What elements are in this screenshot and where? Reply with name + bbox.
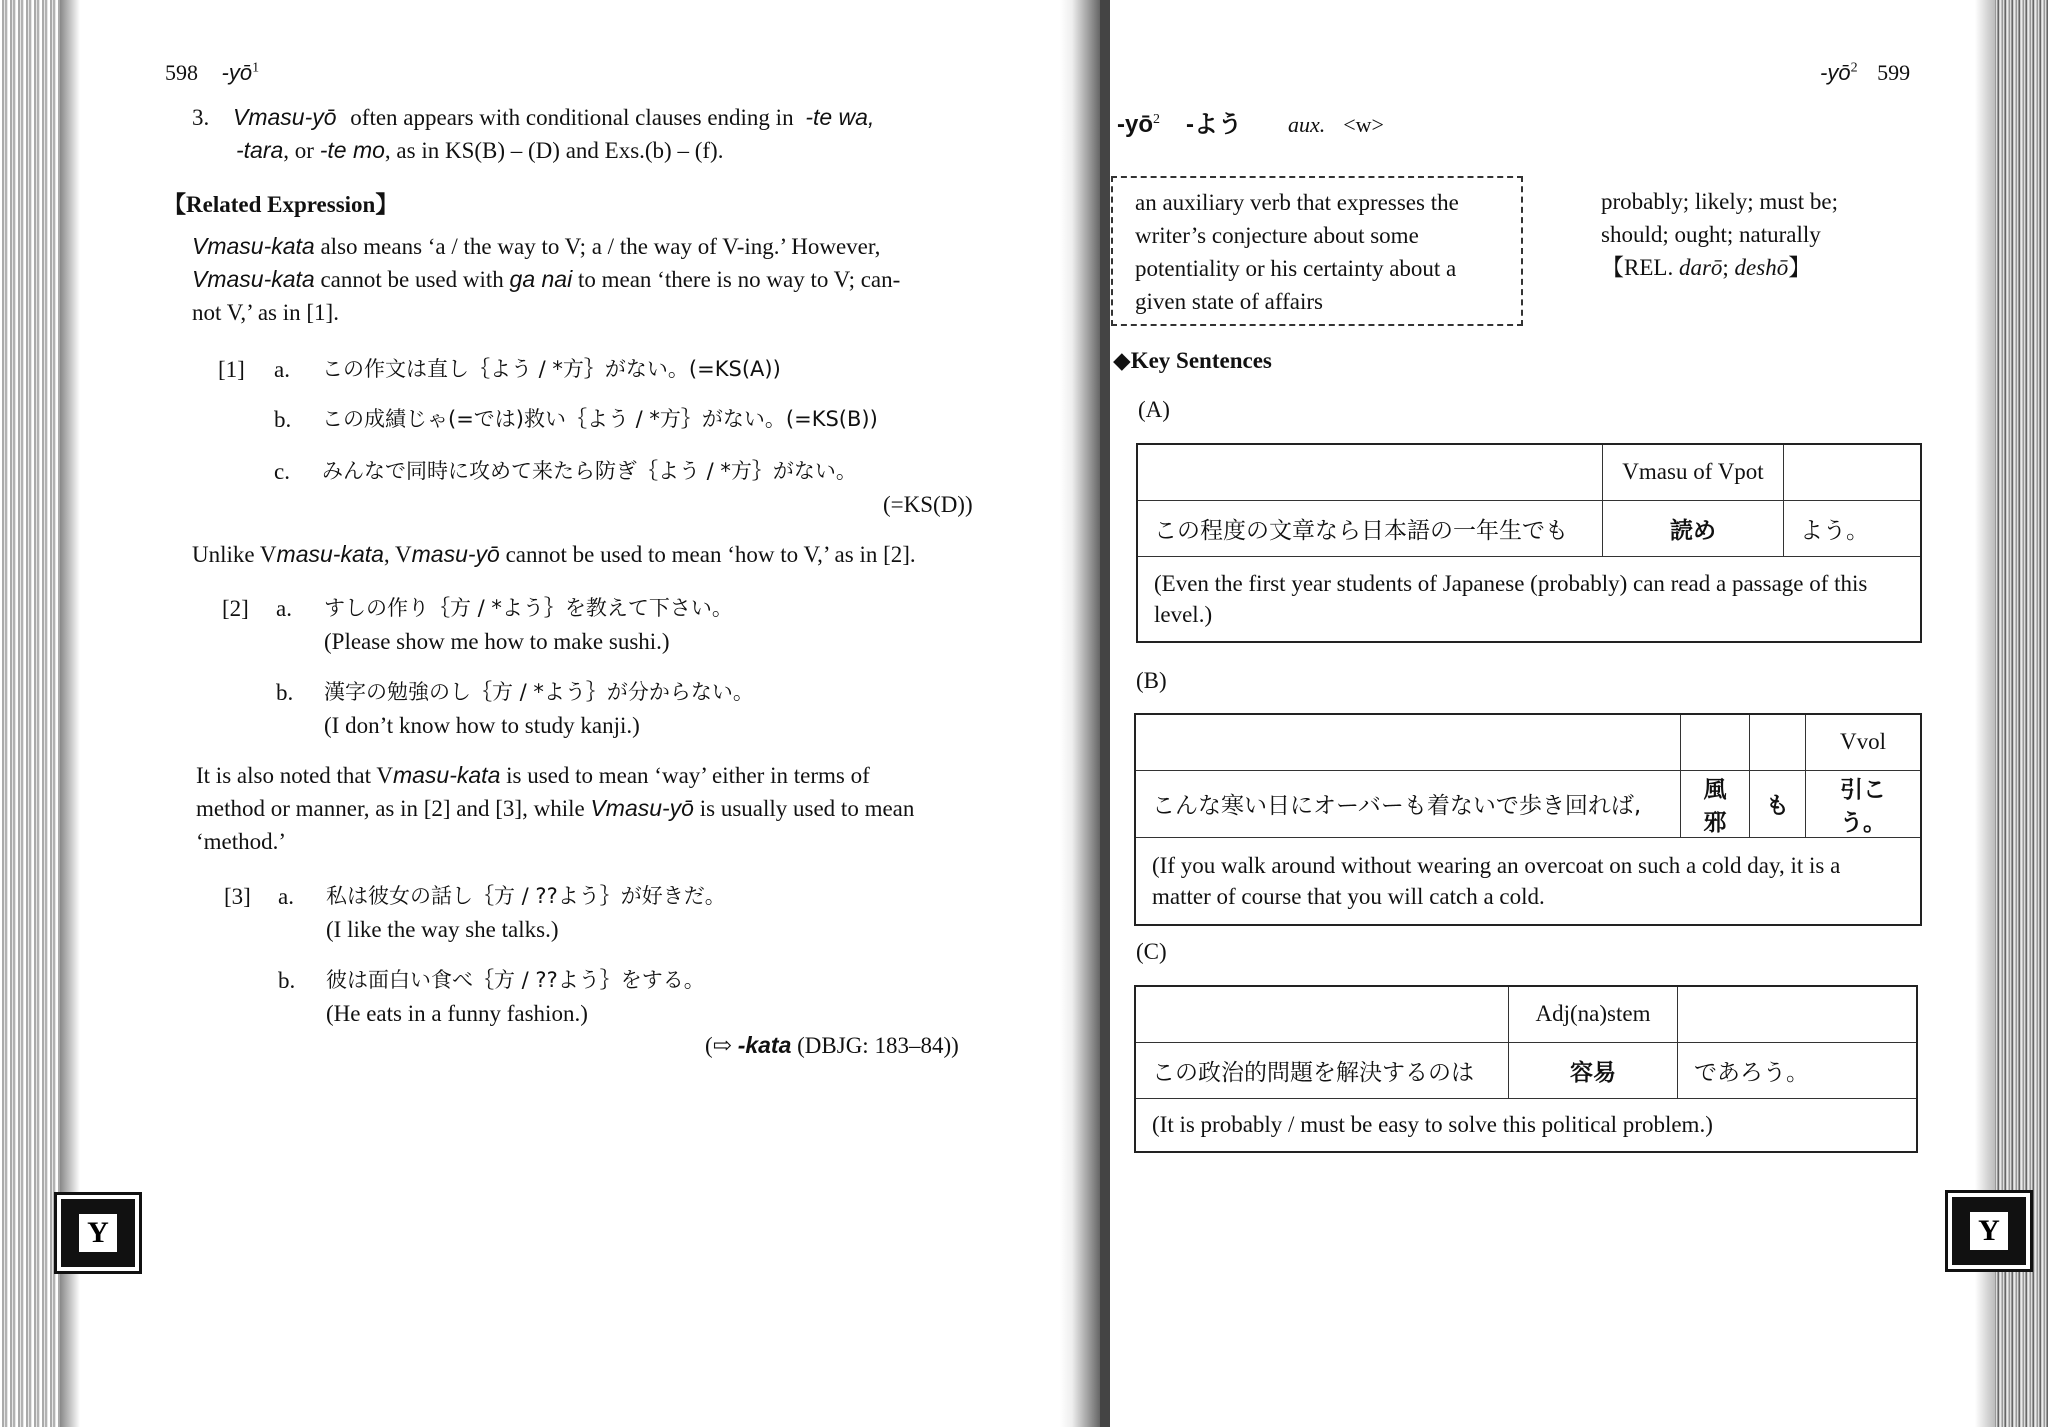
related-para-line1: [192, 230, 880, 263]
note-number: 3.: [192, 105, 210, 130]
ks-c-head: Adj(na)stem: [1509, 986, 1678, 1042]
key-sentences-heading: ◆Key Sentences: [1113, 348, 1272, 373]
unlike-text2: , V: [383, 542, 412, 567]
note3-term-tara: -tara: [236, 137, 284, 163]
ks-a-sentence: この程度の文章なら日本語の一年生でも: [1137, 500, 1603, 556]
example-3b-translation: (He eats in a funny fashion.): [326, 1001, 588, 1026]
left-running-head-sup: 1: [252, 60, 260, 76]
ks-a-head: Vmasu of Vpot: [1603, 444, 1784, 500]
right-page-number: 599: [1877, 60, 1911, 85]
book-gutter: [1100, 0, 1110, 1427]
example-3a-letter: a.: [278, 884, 294, 909]
ks-b-label: (B): [1136, 668, 1167, 693]
example-2b-letter: b.: [276, 680, 294, 705]
entry-heading: [1117, 104, 1384, 139]
ks-b-empty-cell: [1681, 714, 1750, 770]
ks-c-empty-cell: [1135, 986, 1509, 1042]
crossref-open: (⇨: [705, 1033, 738, 1058]
ks-c-empty-cell: [1678, 986, 1918, 1042]
ks-a-table: [1136, 443, 1922, 643]
example-1c-letter: c.: [274, 459, 290, 484]
example-2-label: [2]: [222, 596, 249, 621]
ks-b-empty-cell: [1750, 714, 1806, 770]
also-text2: is used to mean ‘way’ either in terms of: [500, 763, 870, 788]
entry-headword: -yō: [1117, 111, 1153, 138]
right-running-head: -yō: [1820, 60, 1851, 85]
note3-term: Vmasu-yō: [233, 104, 337, 130]
ks-b-head: Vvol: [1806, 714, 1922, 770]
ks-b-sentence: こんな寒い日にオーバーも着ないで歩き回れば,: [1135, 770, 1681, 837]
term-masu-kata: masu-kata: [276, 541, 384, 567]
rel-daro: darō: [1678, 255, 1723, 280]
ks-a-ending: よう。: [1784, 500, 1922, 556]
ks-a-verb: 読め: [1603, 500, 1784, 556]
note3-text: often appears with conditional clauses ending in: [350, 105, 794, 130]
crossref-term: -kata: [737, 1032, 792, 1058]
ks-b-table: [1134, 713, 1922, 926]
note-3-line2: [236, 134, 723, 167]
also-text1: It is also noted that V: [196, 763, 393, 788]
ks-c-label: (C): [1136, 939, 1167, 964]
related-expression-heading: 【Related Expression】: [163, 192, 399, 217]
example-2a-text: すしの作り｛方 / *よう｝を教えて下さい。: [324, 596, 733, 620]
left-running-head: -yō: [221, 60, 253, 85]
right-section-tab: [1948, 1193, 2030, 1269]
term-masu-yo: masu-yō: [411, 541, 500, 567]
ks-a-empty-cell: [1137, 444, 1603, 500]
entry-tag: <w>: [1343, 112, 1384, 137]
entry-headword-sup: 2: [1153, 112, 1160, 127]
crossref-close: (DBJG: 183–84)): [791, 1033, 959, 1058]
related-ref: [1601, 251, 1811, 284]
also-text3: method or manner, as in [2] and [3], while: [196, 796, 591, 821]
right-page-header: [1820, 60, 1910, 86]
rel-desho: deshō: [1734, 255, 1789, 280]
related-para-line2: [192, 263, 900, 296]
example-2b-text: 漢字の勉強のし｛方 / *よう｝が分からない。: [324, 680, 754, 704]
also-para-line1: [196, 759, 870, 792]
ks-b-translation: (If you walk around without wearing an overcoat on such a cold day, it is a matter of course that you will catch a cold.: [1135, 837, 1921, 925]
example-3a-text: 私は彼女の話し｛方 / ??よう｝が好きだ。: [326, 884, 726, 908]
related-para-text3: to mean ‘there is no way to V; can-: [572, 267, 901, 292]
also-para-line2: [196, 792, 914, 825]
right-running-head-sup: 2: [1850, 60, 1858, 76]
example-1c-ref: (=KS(D)): [883, 492, 973, 517]
ks-b-particle: も: [1750, 770, 1806, 837]
related-para-text1: also means ‘a / the way to V; a / the way of V-ing.’ However,: [314, 234, 881, 259]
ks-b-verb: 引こう。: [1806, 770, 1922, 837]
example-1a-text: この作文は直し｛よう / *方｝がない。(=KS(A)): [322, 357, 781, 381]
term-vmasu-kata: Vmasu-kata: [192, 233, 315, 259]
ks-c-stem: 容易: [1509, 1042, 1678, 1098]
note3-text-or: , or: [283, 138, 314, 163]
rel-sep: ;: [1722, 255, 1735, 280]
ks-a-empty-cell: [1784, 444, 1922, 500]
unlike-text1: Unlike V: [192, 542, 277, 567]
also-para-line3: ‘method.’: [196, 829, 287, 854]
example-1c-text: みんなで同時に攻めて来たら防ぎ｛よう / *方｝がない。: [322, 459, 857, 483]
rel-open: 【REL.: [1601, 255, 1679, 280]
term-masu-kata: masu-kata: [392, 762, 501, 788]
gloss-line1: probably; likely; must be;: [1601, 189, 1838, 214]
left-section-tab: [57, 1195, 139, 1271]
unlike-paragraph: [192, 538, 916, 571]
unlike-text3: cannot be used to mean ‘how to V,’ as in [2].: [499, 542, 916, 567]
gloss-line2: should; ought; naturally: [1601, 222, 1821, 247]
example-1b-letter: b.: [274, 407, 292, 432]
entry-kana: -よう: [1186, 111, 1242, 138]
example-3a-translation: (I like the way she talks.): [326, 917, 559, 942]
note3-term-te-wa: -te wa,: [805, 104, 875, 130]
example-3-label: [3]: [224, 884, 251, 909]
example-1-label: [1]: [218, 357, 245, 382]
ks-a-translation: (Even the first year students of Japanese (probably) can read a passage of this level.): [1137, 556, 1921, 642]
term-ga-nai: ga nai: [509, 266, 573, 292]
left-page-header: [165, 60, 259, 86]
related-para-text2: cannot be used with: [314, 267, 510, 292]
ks-b-empty-cell: [1135, 714, 1681, 770]
ks-c-table: [1134, 985, 1918, 1153]
ks-c-sentence: この政治的問題を解決するのは: [1135, 1042, 1509, 1098]
rel-close: 】: [1788, 255, 1812, 280]
ks-c-ending: であろう。: [1678, 1042, 1918, 1098]
cross-reference: [705, 1029, 959, 1062]
also-text4: is usually used to mean: [693, 796, 915, 821]
example-2b-translation: (I don’t know how to study kanji.): [324, 713, 640, 738]
left-binding-edge: [0, 0, 60, 1427]
ks-a-label: (A): [1138, 397, 1170, 422]
example-2a-translation: (Please show me how to make sushi.): [324, 629, 670, 654]
example-3b-letter: b.: [278, 968, 296, 993]
example-2a-letter: a.: [276, 596, 292, 621]
example-3b-text: 彼は面白い食べ｛方 / ??よう｝をする。: [326, 968, 705, 992]
note3-text-end: , as in KS(B) – (D) and Exs.(b) – (f).: [384, 138, 724, 163]
definition-box: an auxiliary verb that expresses the writer’s conjecture about some potentiality or his certainty about a given state of affairs: [1111, 176, 1523, 326]
ks-b-noun: 風邪: [1681, 770, 1750, 837]
note3-term-te-mo: -te mo: [319, 137, 385, 163]
term-vmasu-yo: Vmasu-yō: [590, 795, 694, 821]
ks-c-translation: (It is probably / must be easy to solve this political problem.): [1135, 1098, 1917, 1152]
example-1b-text: この成績じゃ(=では)救い｛よう / *方｝がない。(=KS(B)): [322, 407, 878, 431]
left-tab-letter: Y: [79, 1214, 117, 1252]
book-gutter-shadow: [1060, 0, 1100, 1427]
related-para-line3: not V,’ as in [1].: [192, 300, 339, 325]
example-1a-letter: a.: [274, 357, 290, 382]
entry-part-of-speech: aux.: [1288, 112, 1326, 137]
left-page-number: 598: [165, 60, 198, 85]
note-3-line1: [192, 101, 874, 134]
term-vmasu-kata: Vmasu-kata: [192, 266, 315, 292]
right-tab-letter: Y: [1970, 1212, 2008, 1250]
